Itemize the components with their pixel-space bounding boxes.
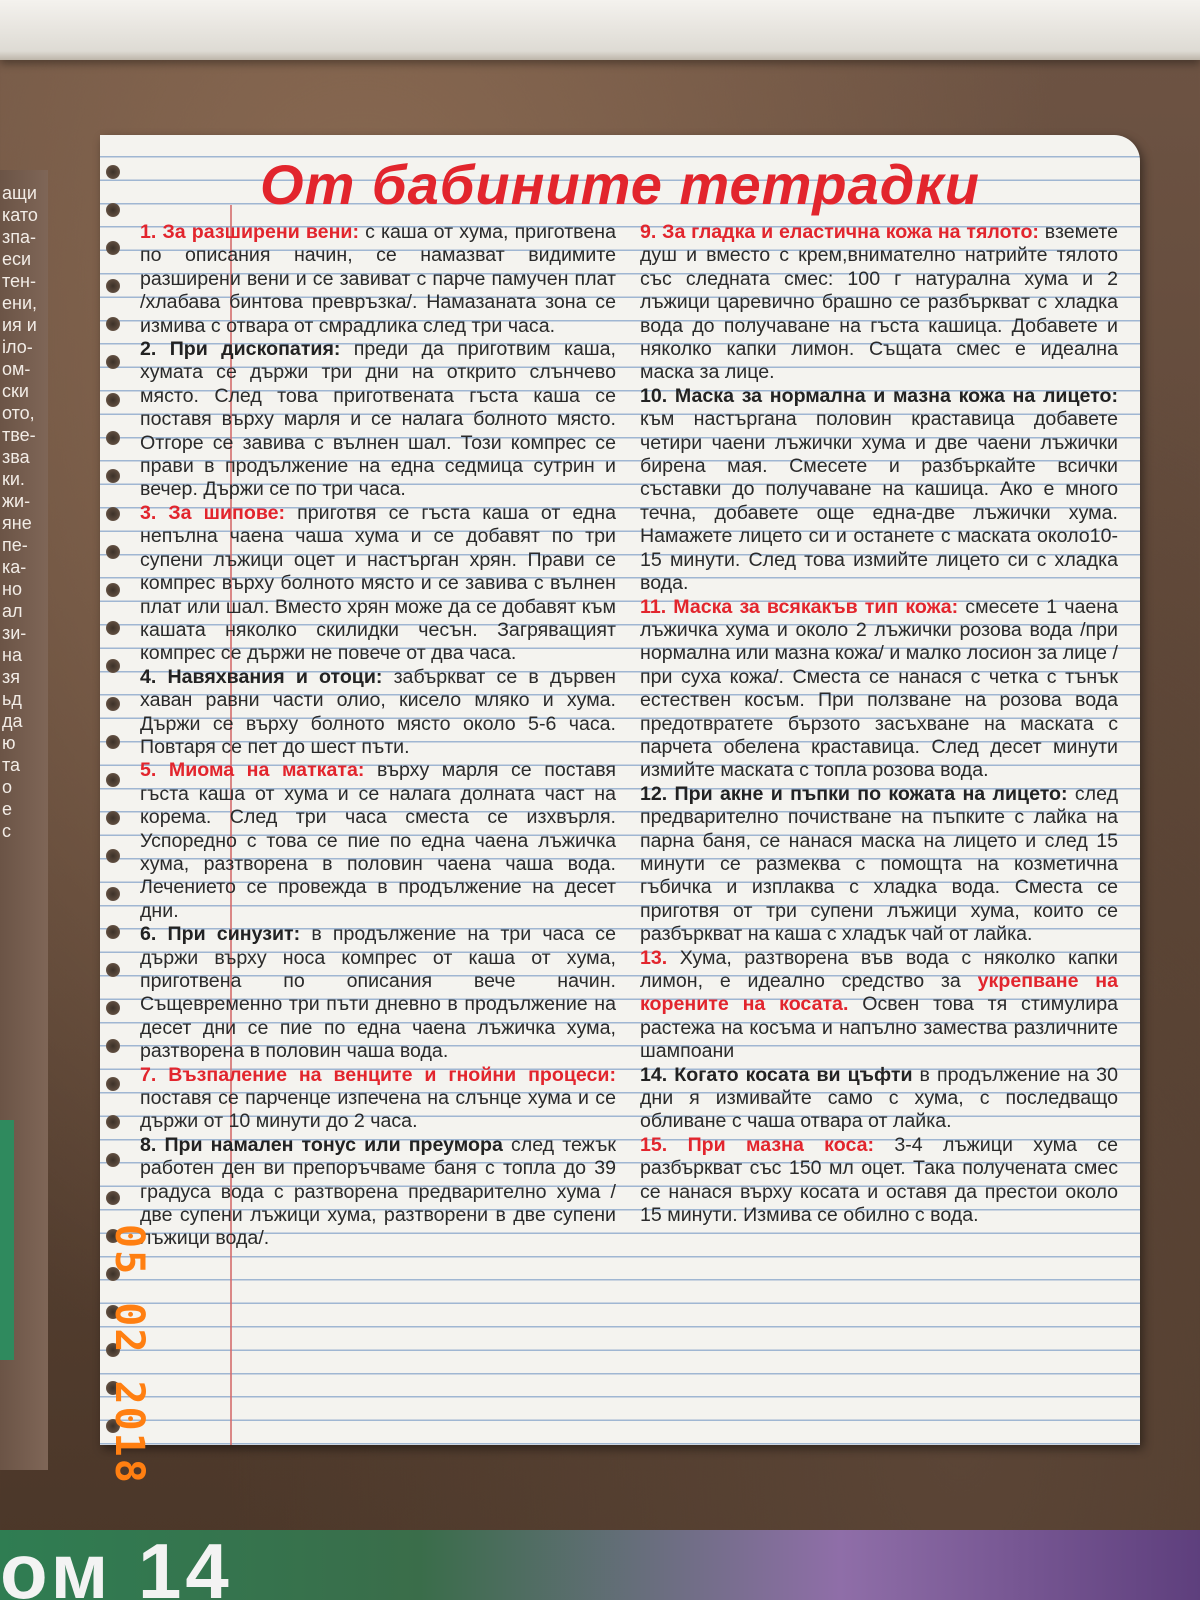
camera-date-stamp — [106, 1224, 154, 1485]
left-page-fragment: но — [2, 579, 22, 599]
bottom-magazine-cover — [0, 1527, 1200, 1600]
left-page-fragment: о — [2, 777, 13, 797]
left-page-fragment: зя — [2, 667, 20, 687]
remedy-item — [140, 666, 616, 760]
left-page-fragment: на — [2, 645, 22, 665]
left-page-fragment: с — [2, 821, 11, 841]
left-page-fragment: ия и — [2, 315, 37, 335]
remedy-item — [640, 783, 1118, 947]
remedy-body: в продължение на три часа се държи върху носа компрес от каша от хума, приготвена по описания вече начин. Същевременно три пъти дневно в продължение на десет дни се пие по една чаена лъжичка хума, разтворена в половин чаша вода. — [140, 923, 617, 1063]
remedy-heading: 14. Когато косата ви цъфти — [640, 1063, 913, 1086]
remedy-item — [140, 221, 616, 338]
left-page-fragment: ом- — [2, 359, 31, 379]
remedy-body: след предварително почистване на пъпките с лайка на парна баня, се нанася маска на лицето и след 15 минути се размеква с помощта на козметична гъбичка и изплаква с хладка вода. Сместа се приготвя от три супени лъжици хума, които се разбъркват на каша с хладък чай от лайка. — [640, 782, 1118, 946]
left-page-text-fragments — [2, 182, 38, 842]
left-page-fragment: тве- — [2, 425, 36, 445]
clipping-title: От бабините тетрадки — [260, 153, 980, 216]
hole-mark — [106, 393, 120, 407]
left-page-fragment: та — [2, 755, 21, 775]
magazine-cover-text: ом 14 — [0, 1527, 233, 1600]
hole-mark — [106, 773, 120, 787]
remedy-body: след тежък работен ден ви препоръчваме баня с топла до 39 градуса вода с разтворена предварително хума /две супени лъжици хума, разтворени в две супени лъжици вода/. — [140, 1133, 616, 1250]
hole-mark — [106, 659, 120, 673]
remedy-item — [640, 1134, 1118, 1228]
hole-mark — [106, 887, 120, 901]
left-page-fragment: ащи — [2, 183, 37, 203]
remedy-heading: 4. Навяхвания и отоци: — [140, 665, 383, 688]
remedy-body: Хума, разтворена във вода с няколко капки лимон, е идеално средство за — [640, 946, 1118, 992]
left-page-fragment: яне — [2, 513, 32, 533]
left-page-fragment: зи- — [2, 623, 27, 643]
left-page-fragment: тен- — [2, 271, 36, 291]
remedy-item — [140, 923, 616, 1063]
hole-mark — [106, 469, 120, 483]
date-stamp-text: 05 02 2018 — [106, 1224, 152, 1485]
remedy-body-continued: Освен това тя стимулира растежа на косъма и напълно замества различните шампоани — [640, 993, 1118, 1063]
hole-mark — [106, 279, 120, 293]
remedy-body: смесете 1 чаена лъжичка хума и около 2 лъжички розова вода /при нормална или мазна кожа/ и малко лосион за лице /при суха кожа/. Сместа се нанася с четка с тънък естествен косъм. При ползване на розова вода предотвратете бързото засъхване на маската с парчета обелена краставица. След десет минути измийте маската с топла розова вода. — [640, 595, 1119, 782]
remedy-heading: 6. При синузит: — [140, 923, 301, 946]
remedy-heading: 12. При акне и пъпки по кожата на лицето: — [640, 782, 1068, 805]
hole-mark — [106, 431, 120, 445]
remedy-item — [140, 1134, 616, 1251]
left-column — [140, 221, 616, 1251]
left-page-fragment: еси — [2, 249, 32, 269]
left-page-fragment: ал — [2, 601, 23, 621]
remedy-heading: 5. Миома на матката: — [140, 759, 365, 782]
remedy-item — [640, 596, 1118, 783]
remedy-body: с каша от хума, приготвена по описания начин, се намазват видимите разширени вени и се завиват с парче памучен плат /хлабава бинтова превръзка/. Намазаната зона се измива с отвара от смрадлика след три часа. — [140, 221, 616, 337]
hole-mark — [106, 1153, 120, 1167]
remedy-heading: 8. При намален тонус или преумора — [140, 1133, 503, 1156]
hole-mark — [106, 1191, 120, 1205]
hole-mark — [106, 1115, 120, 1129]
remedy-body: в продължение на 30 дни я измивайте само с хума, с последващо обливане с чаша отвара от лайка. — [640, 1063, 1118, 1133]
left-page-fragment: ьд — [2, 689, 22, 709]
left-page-fragment: ски — [2, 381, 29, 401]
remedy-heading: 13. — [640, 946, 668, 969]
hole-mark — [106, 241, 120, 255]
remedy-heading: 15. При мазна коса: — [640, 1133, 874, 1156]
remedy-body: 3-4 лъжици хума се разбъркват със 150 мл оцет. Така получената смес се нанася върху косата и оставя да престои около 15 минути. Измива се обилно с вода. — [640, 1133, 1118, 1227]
remedy-body: преди да приготвим каша, хумата се държи три дни на открито слънчево място. След това приготвената гъста каша се поставя върху марля и се налага болното място. Отгоре се завива с вълнен шал. Този компрес се прави в продължение на една седмица сутрин и вечер. Държи се по три часа. — [140, 338, 616, 501]
left-page-fragment: ки. — [2, 469, 25, 489]
hole-mark — [106, 963, 120, 977]
remedy-heading: 1. За разширени вени: — [140, 221, 359, 243]
remedy-item — [140, 1064, 616, 1134]
remedy-heading: 7. Възпаление на венците и гнойни процеси: — [140, 1063, 616, 1086]
remedy-body: върху марля се поставя гъста каша от хума и се налага долната част на корема. След три часа сместа се изхвърля. Успоредно с това се пие по една чаена лъжичка хума, разтворена в половин чаена чаша вода. Лечението се провежда в продължение на десет дни. — [140, 759, 616, 922]
left-page-fragment: ка- — [2, 557, 27, 577]
remedy-body: забъркват се в дървен хаван равни части олио, кисело мляко и хума. Държи се върху болното място около 5-6 часа. Повтаря се пет до шест пъти. — [140, 665, 616, 758]
remedy-heading: 2. При дископатия: — [140, 338, 341, 361]
hole-mark — [106, 811, 120, 825]
remedy-item — [140, 759, 616, 923]
remedy-body: поставя се парченце изпечена на слънце хума и се държи от 10 минути до 2 часа. — [140, 1087, 616, 1133]
remedy-item — [640, 947, 1118, 1064]
left-page-fragment: пе- — [2, 535, 28, 555]
hole-mark — [106, 545, 120, 559]
remedy-heading: 10. Маска за нормална и мазна кожа на лицето: — [640, 384, 1118, 407]
newspaper-clipping — [100, 135, 1140, 1445]
hole-mark — [106, 1001, 120, 1015]
left-page-fragment: като — [2, 205, 38, 225]
hole-mark — [106, 317, 120, 331]
hole-mark — [106, 355, 120, 369]
remedy-item — [140, 502, 616, 666]
remedy-heading: 11. Маска за всякакъв тип кожа: — [640, 595, 959, 618]
left-page-fragment: зпа- — [2, 227, 37, 247]
remedy-heading: 9. За гладка и еластична кожа на тялото: — [640, 221, 1039, 243]
left-page-fragment: іло- — [2, 337, 33, 357]
left-page-fragment: да — [2, 711, 23, 731]
remedy-item — [140, 338, 616, 502]
hole-mark — [106, 1077, 120, 1091]
left-page-fragment: е — [2, 799, 13, 819]
left-page-fragment: жи- — [2, 491, 31, 511]
hole-mark — [106, 849, 120, 863]
right-column — [640, 221, 1118, 1227]
hole-mark — [106, 1039, 120, 1053]
remedy-body: приготвя се гъста каша от една непълна чаена чаша хума и се добавят по три супени лъжици оцет и настърган хрян. Прави се компрес върху болното място и се завива с вълнен плат или шал. Вместо хрян може да се добавят към кашата няколко скилидки чесън. Загряващият компрес се държи не повече от два часа. — [140, 501, 616, 665]
hole-mark — [106, 735, 120, 749]
remedy-body: към настъргана половин краставица добавете четири чаени лъжички хума и две чаени лъжички бирена мая. Смесете и разбъркайте всички съставки до получаване на кашица. Ако е много течна, добавете още една-две лъжички хума. Намажете лицето си и останете с маската около10-15 минути. След това измийте лицето си с хладка вода. — [640, 408, 1118, 595]
hole-mark — [106, 621, 120, 635]
left-page-fragment: ю — [2, 733, 16, 753]
left-page-fragment: ото, — [2, 403, 35, 423]
remedy-body: вземете душ и вместо с крем,внимателно натрийте тялото със следната смес: 100 г натурална хума и 2 лъжици царевично брашно се разбъркват с хладка вода до получаване на гъста кашица. Добавете и няколко капки лимон. Същата смес е идеална маска за лице. — [640, 221, 1118, 384]
remedy-inline-heading: укрепване на корените на косата. — [640, 970, 1119, 1016]
hole-mark — [106, 697, 120, 711]
remedy-heading: 3. За шипове: — [140, 501, 286, 524]
remedy-item — [640, 221, 1118, 385]
hole-mark — [106, 583, 120, 597]
hole-mark — [106, 507, 120, 521]
hole-mark — [106, 925, 120, 939]
left-green-edge — [0, 1120, 14, 1360]
remedy-item — [640, 385, 1118, 596]
remedy-item — [640, 1064, 1118, 1134]
left-page-fragment: ени, — [2, 293, 38, 313]
top-paper-sheet — [0, 0, 1200, 60]
left-page-fragment: зва — [2, 447, 30, 467]
